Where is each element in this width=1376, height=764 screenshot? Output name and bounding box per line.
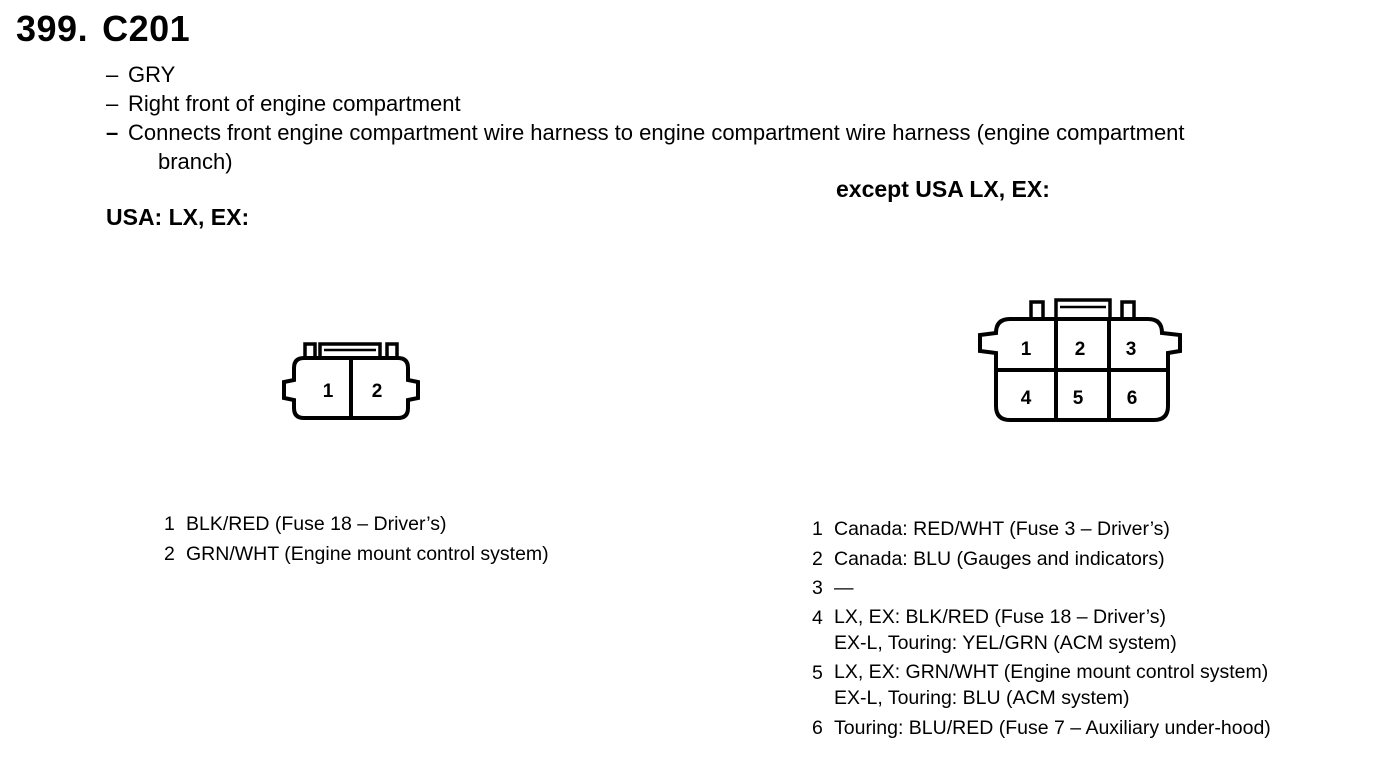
pin-row — [164, 510, 549, 540]
pin-number: 1 — [164, 513, 175, 535]
cavity-label: 4 — [1020, 388, 1032, 409]
two-pin-connector — [280, 336, 430, 432]
pin-line: LX, EX: GRN/WHT (Engine mount control system) — [834, 660, 1269, 683]
pin-description: GRN/WHT (Engine mount control system) — [186, 542, 549, 565]
cavity-label: 3 — [1125, 339, 1137, 360]
cavity-label: 6 — [1126, 388, 1138, 409]
pin-row — [812, 515, 1271, 545]
item-number: 399. — [16, 8, 89, 49]
info-text: Right front of engine compartment — [128, 91, 461, 116]
pin-row — [164, 540, 549, 570]
right-pin-list — [812, 515, 1271, 743]
info-text: Connects front engine compartment wire harness to engine compartment wire harness (engine compartment — [128, 120, 1185, 145]
cavity-label: 2 — [1074, 339, 1086, 360]
except-usa-label: except USA LX, EX: — [836, 176, 1050, 202]
cavity-label: 2 — [371, 381, 383, 402]
info-connects — [106, 118, 1356, 147]
info-text: GRY — [128, 62, 176, 87]
pin-description: — — [834, 577, 854, 599]
pin-number: 2 — [164, 542, 175, 565]
latch-post — [1122, 302, 1134, 319]
pin-description: Canada: BLU (Gauges and indicators) — [834, 547, 1165, 570]
pin-description: Canada: RED/WHT (Fuse 3 – Driver’s) — [834, 518, 1170, 540]
pin-row — [812, 659, 1271, 711]
pin-description: BLK/RED (Fuse 18 – Driver’s) — [186, 513, 447, 535]
pin-number: 1 — [812, 518, 823, 540]
info-location — [106, 89, 1356, 118]
info-dash: – — [106, 120, 119, 145]
latch-post — [1031, 302, 1043, 319]
cavity-label: 5 — [1072, 388, 1084, 409]
pin-description: Touring: BLU/RED (Fuse 7 – Auxiliary under-hood) — [834, 716, 1271, 739]
locking-tab — [1056, 300, 1110, 319]
info-continuation: branch) — [158, 149, 233, 174]
pin-line: EX-L, Touring: BLU (ACM system) — [834, 686, 1130, 709]
six-pin-connector — [972, 294, 1188, 428]
pin-row — [812, 545, 1271, 575]
pin-number: 5 — [812, 661, 823, 684]
pin-description — [834, 604, 1177, 656]
pin-row — [812, 574, 1271, 604]
pin-line: EX-L, Touring: YEL/GRN (ACM system) — [834, 631, 1177, 654]
pin-row — [812, 604, 1271, 656]
pin-row — [812, 714, 1271, 744]
pin-line: LX, EX: BLK/RED (Fuse 18 – Driver’s) — [834, 605, 1166, 628]
usa-lx-ex-label: USA: LX, EX: — [106, 204, 250, 230]
cavity-label: 1 — [322, 381, 334, 402]
cavity-label: 1 — [1020, 339, 1032, 360]
pin-number: 2 — [812, 547, 823, 570]
pin-description — [834, 659, 1268, 711]
info-color — [106, 60, 1356, 89]
connector-info — [106, 60, 1356, 176]
info-dash: – — [106, 62, 119, 87]
pin-number: 6 — [812, 716, 823, 739]
info-dash: – — [106, 91, 119, 116]
connector-id: C201 — [102, 8, 191, 49]
pin-number: 3 — [812, 577, 823, 599]
left-pin-list — [164, 510, 549, 569]
page-title — [16, 8, 190, 50]
pin-number: 4 — [812, 606, 823, 629]
